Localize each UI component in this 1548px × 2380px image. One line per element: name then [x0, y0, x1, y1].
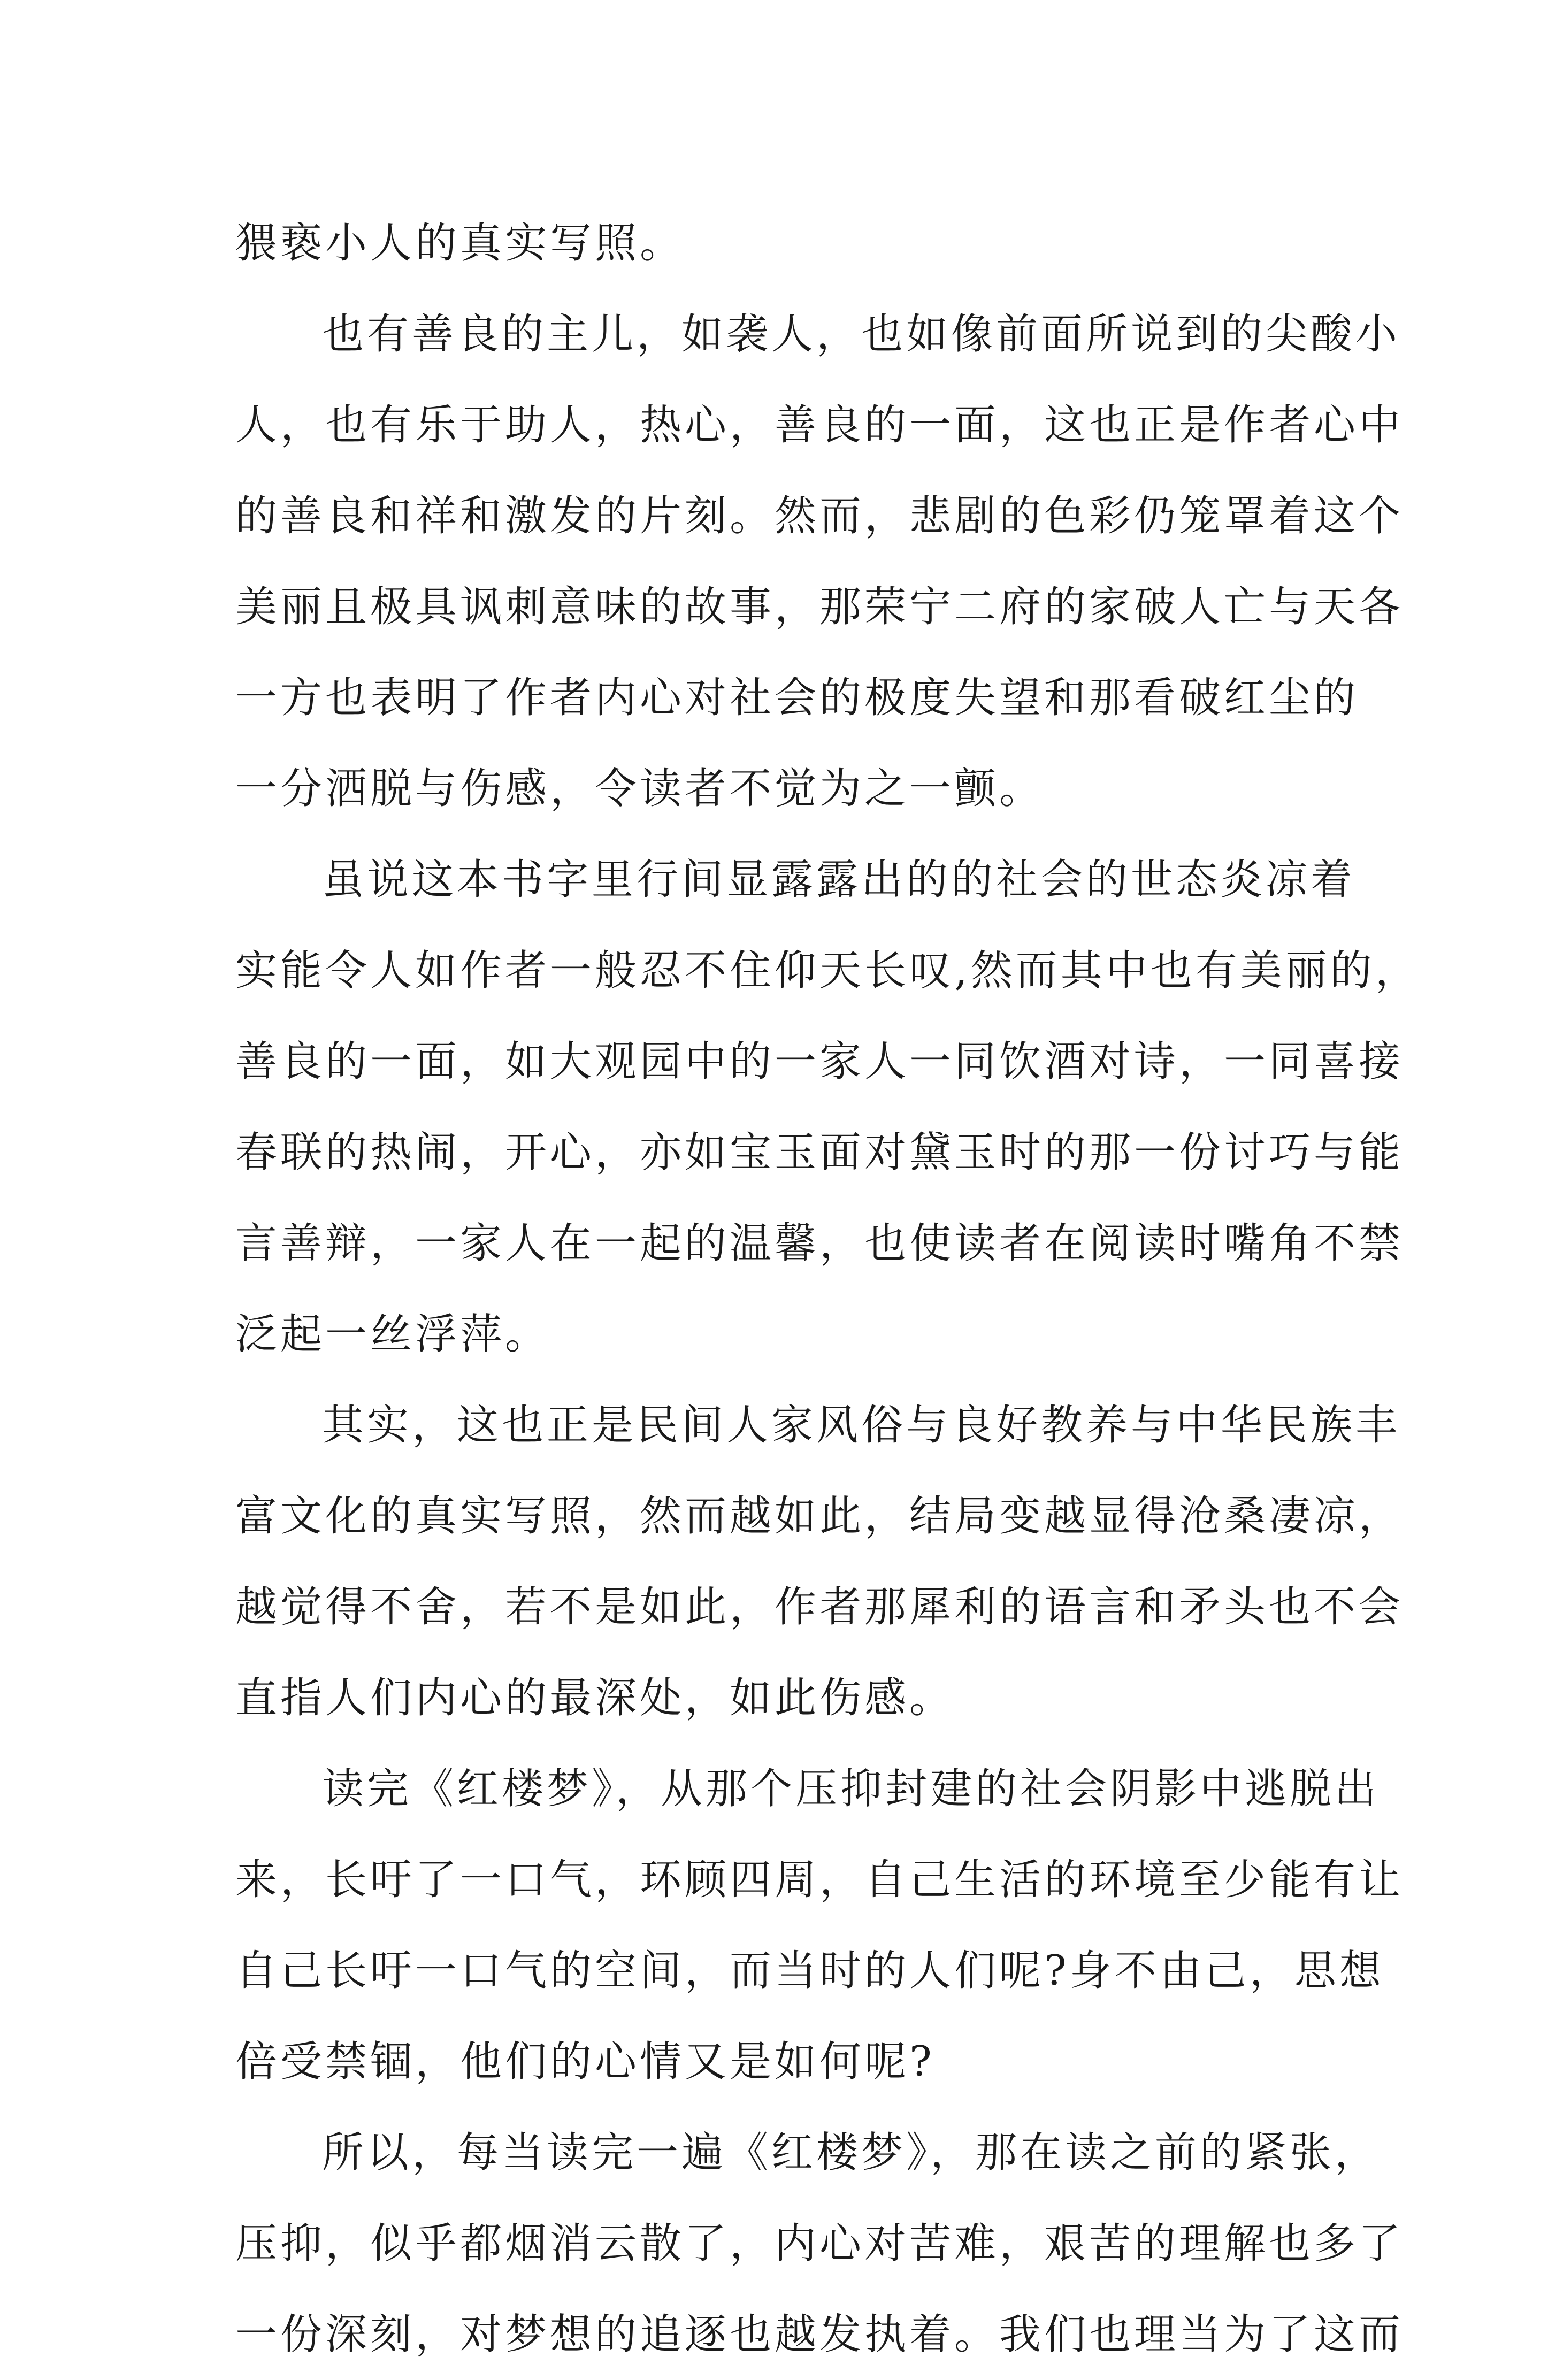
text-line: 倍受禁锢，他们的心情又是如何呢? [235, 2038, 935, 2086]
text-line: 富文化的真实写照，然而越如此，结局变越显得沧桑凄凉， [235, 1492, 1404, 1540]
text-line: 言善辩，一家人在一起的温馨，也使读者在阅读时嘴角不禁 [235, 1219, 1404, 1268]
text-line: 压抑，似乎都烟消云散了，内心对苦难，艰苦的理解也多了 [235, 2220, 1404, 2268]
text-line: 美丽且极具讽刺意味的故事，那荣宁二府的家破人亡与天各 [235, 583, 1404, 631]
paragraph-first-line: 读完《红楼梦》，从那个压抑封建的社会阴影中逃脱出 [322, 1765, 1380, 1813]
text-line: 一份深刻，对梦想的追逐也越发执着。我们也理当为了这而 [235, 2310, 1404, 2359]
text-line: 的善良和祥和激发的片刻。然而，悲剧的色彩仍笼罩着这个 [235, 492, 1404, 540]
document-body-text [235, 198, 1420, 2380]
text-line: 猥亵小人的真实写照。 [235, 219, 685, 267]
text-line: 自己长吁一口气的空间，而当时的人们呢?身不由己，思想 [235, 1947, 1384, 1995]
text-line: 一分洒脱与伤感，令读者不觉为之一颤。 [235, 765, 1045, 813]
text-line: 一方也表明了作者内心对社会的极度失望和那看破红尘的 [235, 674, 1359, 722]
text-line: 直指人们内心的最深处，如此伤感。 [235, 1674, 955, 1722]
text-line: 善良的一面，如大观园中的一家人一同饮酒对诗，一同喜接 [235, 1038, 1404, 1086]
paragraph-first-line: 其实，这也正是民间人家风俗与良好教养与中华民族丰 [322, 1401, 1401, 1449]
paragraph-first-line: 虽说这本书字里行间显露露出的的社会的世态炎凉着 [322, 856, 1356, 904]
text-line: 泛起一丝浮萍。 [235, 1310, 550, 1358]
text-line: 实能令人如作者一般忍不住仰天长叹,然而其中也有美丽的， [235, 947, 1420, 995]
paragraph-first-line: 所以，每当读完一遍《红楼梦》，那在读之前的紧张， [322, 2129, 1380, 2177]
text-line: 春联的热闹，开心，亦如宝玉面对黛玉时的那一份讨巧与能 [235, 1128, 1404, 1177]
text-line: 来，长吁了一口气，环顾四周，自己生活的环境至少能有让 [235, 1856, 1404, 1904]
paragraph-first-line: 也有善良的主儿，如袭人，也如像前面所说到的尖酸小 [322, 310, 1401, 358]
text-line: 越觉得不舍，若不是如此，作者那犀利的语言和矛头也不会 [235, 1583, 1404, 1631]
text-line: 人，也有乐于助人，热心，善良的一面，这也正是作者心中 [235, 401, 1404, 449]
